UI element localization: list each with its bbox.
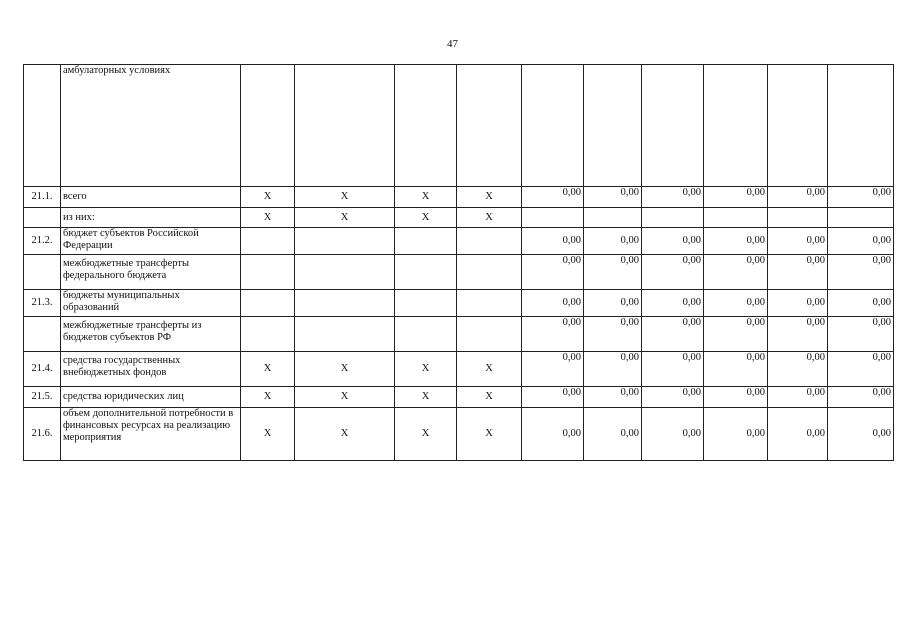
value-cell: 0,00	[522, 255, 584, 290]
value-cell: 0,00	[828, 408, 894, 461]
mark-cell	[395, 317, 457, 352]
value-cell: 0,00	[642, 290, 704, 317]
row-number-cell	[24, 65, 61, 187]
row-label: средства государственных внебюджетных фондов	[61, 352, 241, 387]
value-cell	[704, 208, 768, 228]
value-cell: 0,00	[704, 317, 768, 352]
value-cell: 0,00	[642, 408, 704, 461]
mark-cell	[241, 317, 295, 352]
value-cell: 0,00	[642, 228, 704, 255]
row-label: объем дополнительной потребности в финансовых ресурсах на реализацию мероприятия	[61, 408, 241, 461]
value-cell: 0,00	[828, 187, 894, 208]
value-cell: 0,00	[522, 290, 584, 317]
mark-cell	[395, 290, 457, 317]
mark-cell	[457, 290, 522, 317]
mark-cell: Х	[457, 187, 522, 208]
value-cell: 0,00	[768, 317, 828, 352]
value-cell: 0,00	[704, 228, 768, 255]
mark-cell	[395, 228, 457, 255]
mark-cell: Х	[395, 387, 457, 408]
mark-cell	[295, 317, 395, 352]
row-label: бюджет субъектов Российской Федерации	[61, 228, 241, 255]
value-cell: 0,00	[768, 255, 828, 290]
mark-cell: Х	[295, 408, 395, 461]
row-number	[24, 255, 61, 290]
value-cell	[828, 208, 894, 228]
value-cell	[522, 208, 584, 228]
value-cell: 0,00	[584, 228, 642, 255]
value-cell: 0,00	[768, 387, 828, 408]
value-cell: 0,00	[828, 290, 894, 317]
value-cell: 0,00	[642, 255, 704, 290]
budget-table	[23, 64, 894, 461]
value-cell: 0,00	[768, 352, 828, 387]
mark-cell: Х	[395, 208, 457, 228]
value-cell: 0,00	[522, 408, 584, 461]
row-number: 21.4.	[24, 352, 61, 387]
table-row	[24, 65, 894, 187]
mark-cell	[457, 317, 522, 352]
mark-cell	[395, 255, 457, 290]
row-number: 21.1.	[24, 187, 61, 208]
table-row	[24, 228, 894, 255]
value-cell: 0,00	[642, 317, 704, 352]
value-cell: 0,00	[522, 317, 584, 352]
row-number	[24, 317, 61, 352]
value-cell: 0,00	[768, 187, 828, 208]
table-row	[24, 255, 894, 290]
mark-cell	[295, 228, 395, 255]
mark-cell: Х	[241, 187, 295, 208]
row-number	[24, 208, 61, 228]
page-number: 47	[447, 38, 458, 50]
mark-cell: Х	[457, 408, 522, 461]
value-cell: 0,00	[704, 290, 768, 317]
mark-cell: Х	[457, 208, 522, 228]
value-cell: 0,00	[642, 387, 704, 408]
row-number: 21.5.	[24, 387, 61, 408]
mark-cell: Х	[457, 387, 522, 408]
mark-cell: Х	[457, 352, 522, 387]
value-cell: 0,00	[828, 255, 894, 290]
mark-cell: Х	[241, 208, 295, 228]
mark-cell	[457, 255, 522, 290]
table-row	[24, 408, 894, 461]
value-cell: 0,00	[522, 387, 584, 408]
value-cell: 0,00	[522, 228, 584, 255]
row-label: всего	[61, 187, 241, 208]
row-label: амбулаторных условиях	[61, 65, 241, 187]
table-row	[24, 208, 894, 228]
mark-cell: Х	[395, 408, 457, 461]
row-label: из них:	[61, 208, 241, 228]
mark-cell: Х	[241, 352, 295, 387]
mark-cell: Х	[241, 387, 295, 408]
mark-cell	[241, 228, 295, 255]
value-cell: 0,00	[522, 352, 584, 387]
value-cell: 0,00	[828, 317, 894, 352]
row-number: 21.6.	[24, 408, 61, 461]
mark-cell: Х	[295, 352, 395, 387]
value-cell: 0,00	[584, 408, 642, 461]
mark-cell: Х	[295, 187, 395, 208]
value-cell: 0,00	[584, 317, 642, 352]
table-row	[24, 290, 894, 317]
row-label: бюджеты муниципальных образований	[61, 290, 241, 317]
table-row	[24, 317, 894, 352]
mark-cell	[241, 290, 295, 317]
value-cell: 0,00	[584, 387, 642, 408]
mark-cell: Х	[295, 208, 395, 228]
mark-cell	[295, 255, 395, 290]
row-number: 21.3.	[24, 290, 61, 317]
value-cell: 0,00	[704, 255, 768, 290]
value-cell: 0,00	[704, 187, 768, 208]
value-cell: 0,00	[584, 290, 642, 317]
row-label: средства юридических лиц	[61, 387, 241, 408]
value-cell: 0,00	[768, 290, 828, 317]
value-cell: 0,00	[584, 187, 642, 208]
value-cell: 0,00	[768, 408, 828, 461]
mark-cell	[295, 290, 395, 317]
mark-cell: Х	[395, 352, 457, 387]
table-row	[24, 352, 894, 387]
value-cell: 0,00	[584, 255, 642, 290]
mark-cell: Х	[295, 387, 395, 408]
value-cell	[768, 208, 828, 228]
value-cell: 0,00	[704, 408, 768, 461]
table-row	[24, 187, 894, 208]
mark-cell	[241, 255, 295, 290]
value-cell: 0,00	[828, 228, 894, 255]
mark-cell: Х	[395, 187, 457, 208]
value-cell: 0,00	[584, 352, 642, 387]
value-cell: 0,00	[704, 387, 768, 408]
mark-cell	[457, 228, 522, 255]
value-cell	[642, 208, 704, 228]
value-cell: 0,00	[828, 387, 894, 408]
value-cell: 0,00	[768, 228, 828, 255]
mark-cell: Х	[241, 408, 295, 461]
value-cell: 0,00	[642, 187, 704, 208]
value-cell: 0,00	[642, 352, 704, 387]
row-number: 21.2.	[24, 228, 61, 255]
value-cell: 0,00	[704, 352, 768, 387]
value-cell: 0,00	[522, 187, 584, 208]
row-label: межбюджетные трансферты из бюджетов субъектов РФ	[61, 317, 241, 352]
row-label: межбюджетные трансферты федерального бюджета	[61, 255, 241, 290]
value-cell: 0,00	[828, 352, 894, 387]
table-row	[24, 387, 894, 408]
value-cell	[584, 208, 642, 228]
